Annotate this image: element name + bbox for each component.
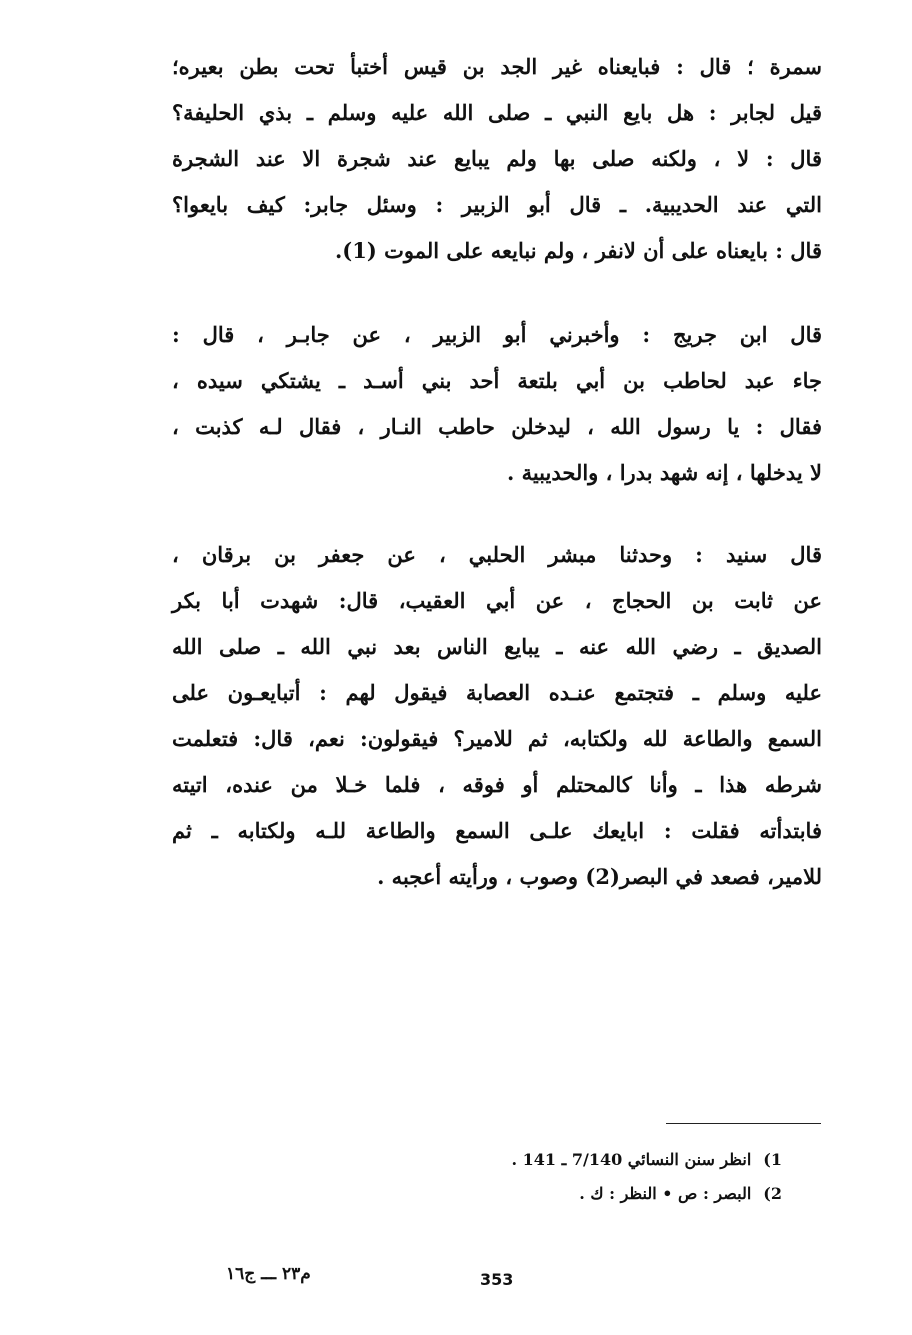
text-line: للامير، فصعد في البصر(2) وصوب ، ورأيته أعجبه . <box>377 864 822 889</box>
footnote-divider <box>666 1123 821 1124</box>
text-line: قيل لجابر : هل بايع النبي ـ صلى الله عليه وسلم ـ بذي الحليفة؟ <box>172 100 822 125</box>
text-line: شرطه هذا ـ وأنا كالمحتلم أو فوقه ، فلما خـلا من عنده، اتيته <box>172 772 822 797</box>
text-line: عن ثابت بن الحجاج ، عن أبي العقيب، قال: شهدت أبا بكر <box>172 588 822 613</box>
footnote-number: 1) <box>763 1150 782 1169</box>
text-line: قال ابن جريج : وأخبرني أبو الزبير ، عن جابـر ، قال : <box>172 322 822 347</box>
text-line: قال : لا ، ولكنه صلى بها ولم يبايع عند شجرة الا عند الشجرة <box>172 146 822 171</box>
page-number: 353 <box>480 1270 514 1289</box>
footnote-2 <box>420 1177 782 1211</box>
text-line: جاء عبد لحاطب بن أبي بلتعة أحد بني أسـد ـ يشتكي سيده ، <box>172 368 822 393</box>
text-line: فابتدأته فقلت : ابايعك علـى السمع والطاعة للـه ولكتابه ـ ثم <box>172 818 822 843</box>
footnote-text: البصر : ص • النظر : ك . <box>579 1184 752 1203</box>
text-line: سمرة ؛ قال : فبايعناه غير الجد بن قيس أختبأ تحت بطن بعيره؛ <box>172 54 822 79</box>
text-line: السمع والطاعة لله ولكتابه، ثم للامير؟ فيقولون: نعم، قال: فتعلمت <box>172 726 822 751</box>
running-footer: م٢٣ ـــ ج١٦ <box>226 1264 311 1284</box>
text-line: لا يدخلها ، إنه شهد بدرا ، والحديبية . <box>506 460 822 485</box>
footnote-text: انظر سنن النسائي 7/140 ـ 141 . <box>511 1150 752 1169</box>
text-line: قال سنيد : وحدثنا مبشر الحلبي ، عن جعفر بن برقان ، <box>172 542 822 567</box>
text-line: التي عند الحديبية. ـ قال أبو الزبير : وسئل جابر: كيف بايعوا؟ <box>172 192 822 217</box>
text-line: الصديق ـ رضي الله عنه ـ يبايع الناس بعد نبي الله ـ صلى الله <box>172 634 822 659</box>
text-line: عليه وسلم ـ فتجتمع عنـده العصابة فيقول لهم : أتبايعـون على <box>172 680 822 705</box>
paragraph-3 <box>172 532 822 900</box>
text-line: قال : بايعناه على أن لانفر ، ولم نبايعه على الموت (1). <box>335 238 822 263</box>
paragraph-1 <box>172 44 822 274</box>
footnote-1 <box>420 1143 782 1177</box>
footnotes <box>420 1143 782 1211</box>
text-line: فقال : يا رسول الله ، ليدخلن حاطب النـار ، فقال لـه كذبت ، <box>172 414 822 439</box>
footnote-number: 2) <box>763 1184 782 1203</box>
paragraph-2 <box>172 312 822 496</box>
